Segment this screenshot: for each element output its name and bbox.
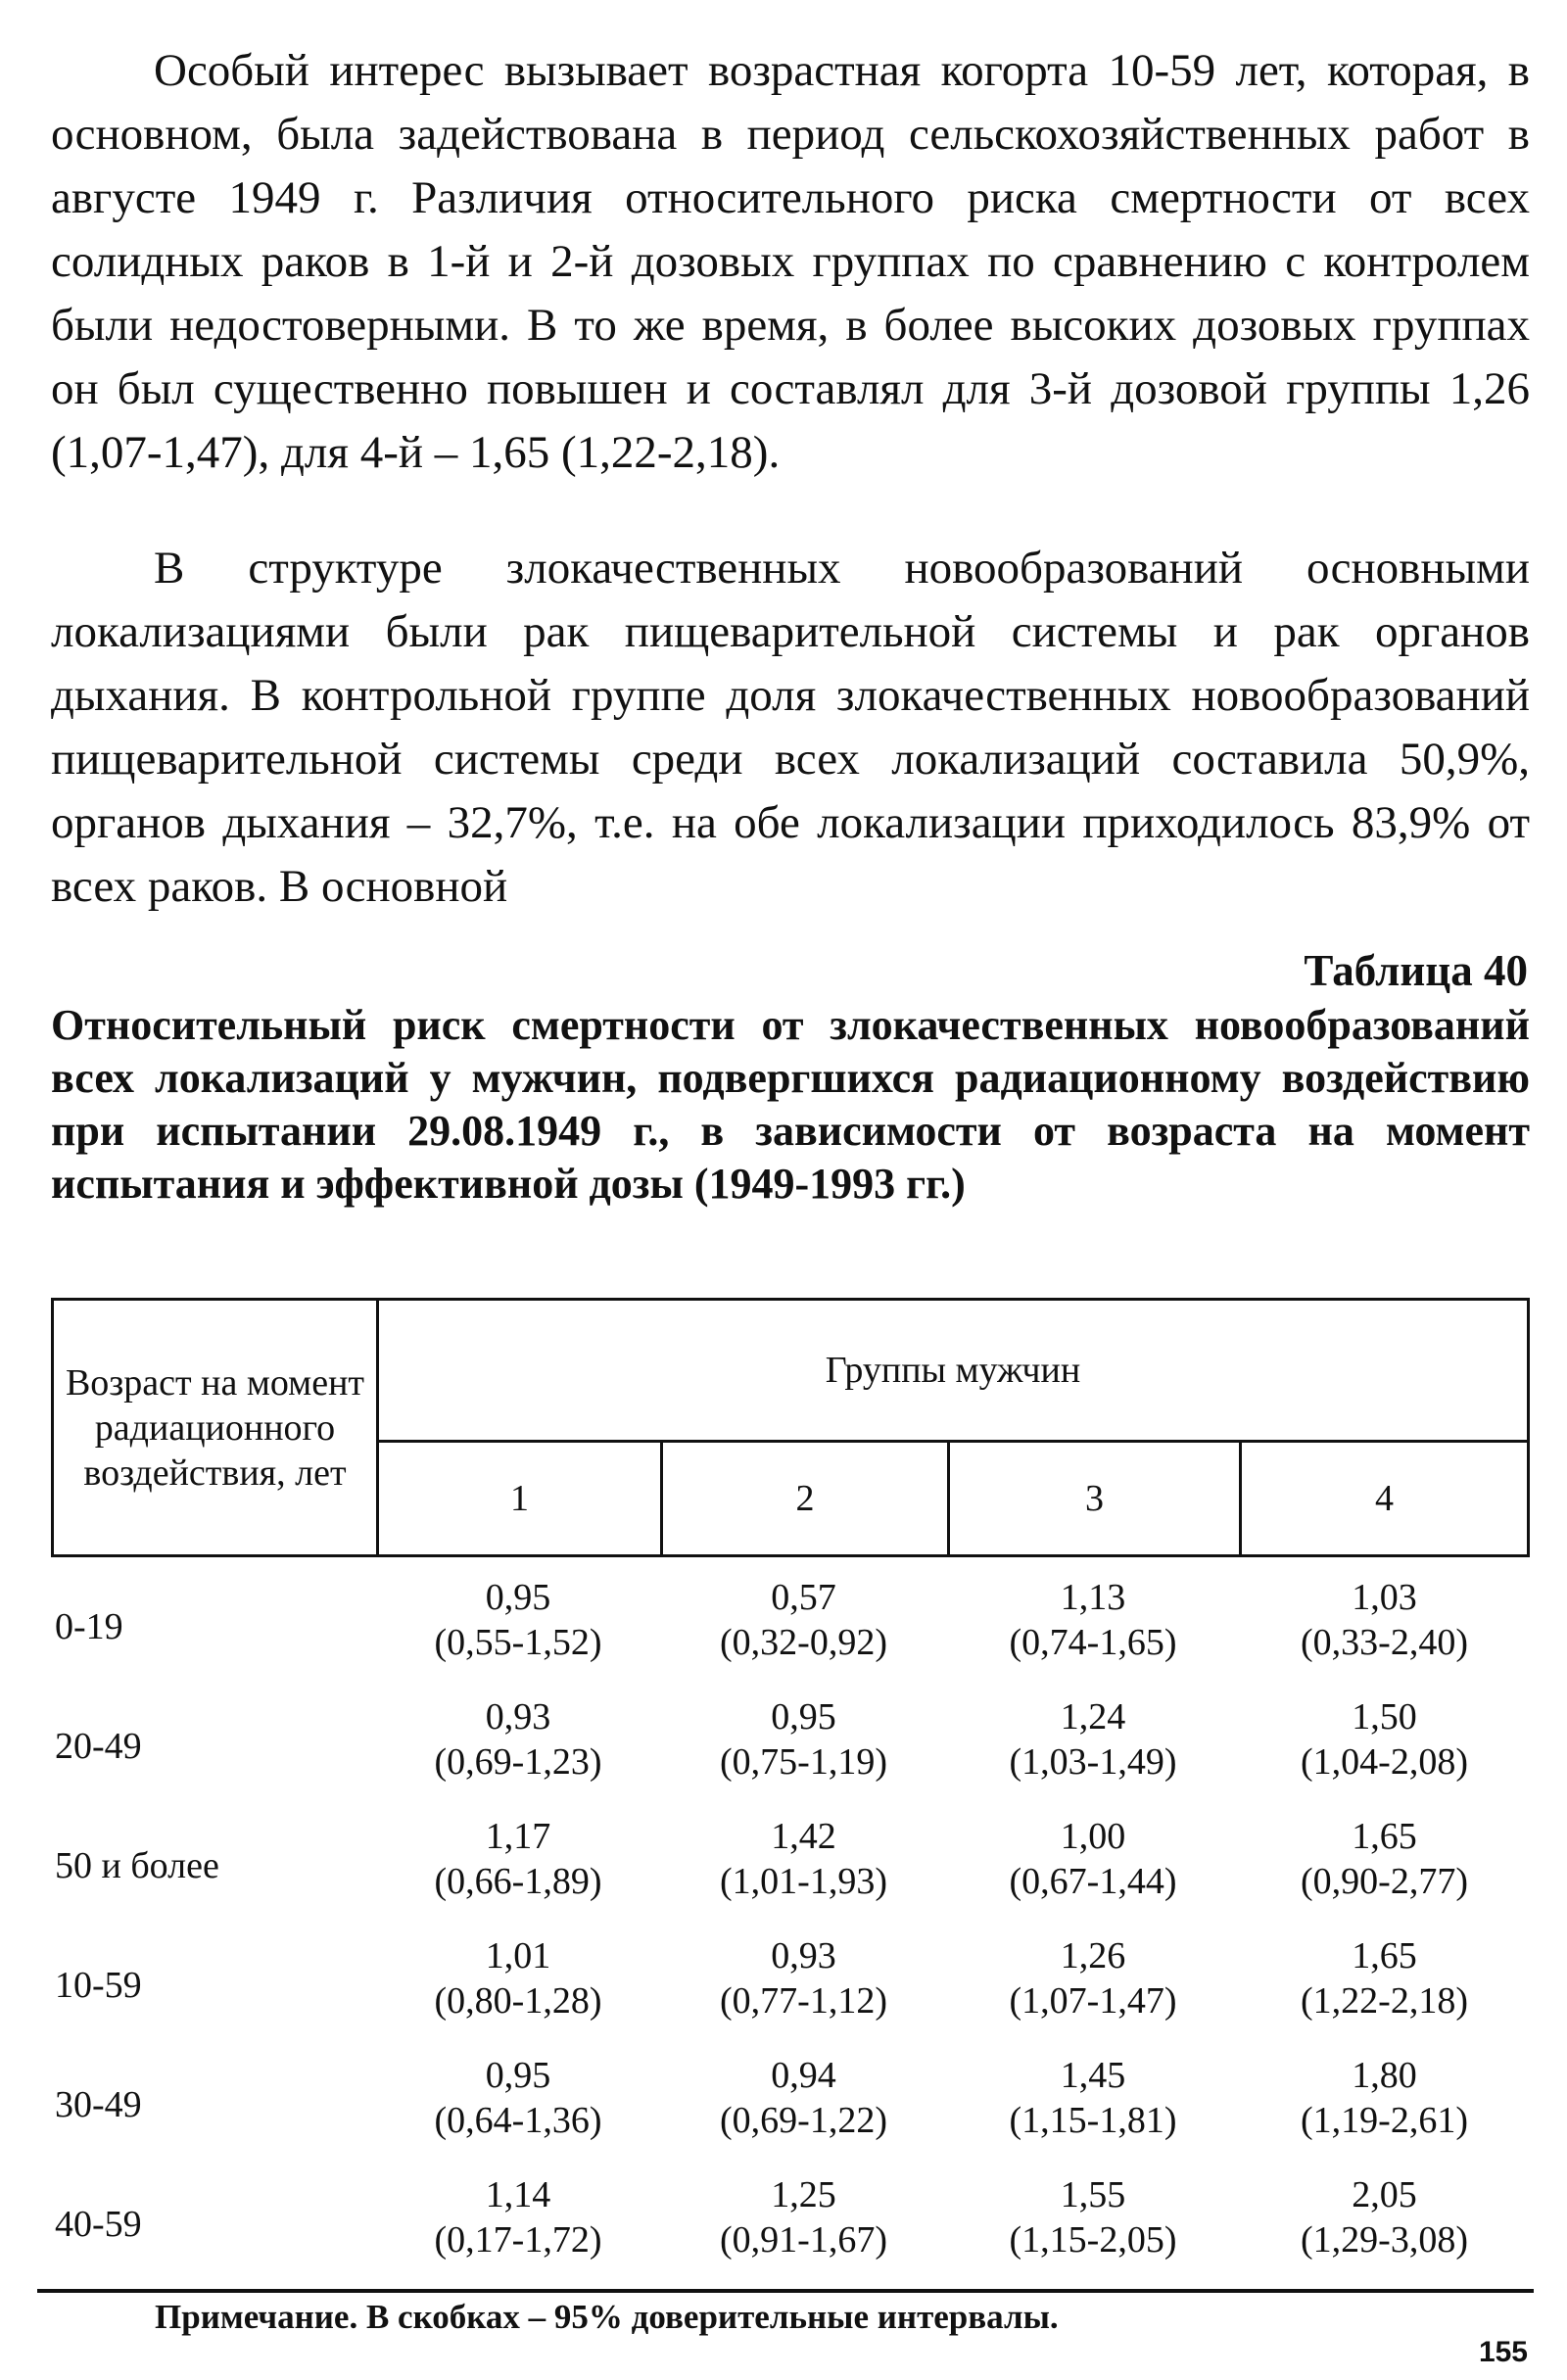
confidence-interval: (0,77-1,12) [720, 1980, 887, 2022]
confidence-interval: (0,17-1,72) [434, 2219, 602, 2261]
confidence-interval: (0,74-1,65) [1009, 1622, 1177, 1663]
confidence-interval: (0,90-2,77) [1301, 1861, 1468, 1902]
paragraph-age-cohort: Особый интерес вызывает возрастная когорта 10-59 лет, которая, в основном, была задействована в период сельскохозяйственных работ в августе 1949 г. Различия относительного риска смертности от всех солидных раков в 1-й и 2-й дозовых группах по сравнению с контролем были недостоверными. В то же время, в более высоких дозовых группах он был существенно повышен и составлял для 3-й дозовой группы 1,26 (1,07-1,47), для 4-й – 1,65 (1,22-2,18). [51, 45, 1530, 478]
table-row [51, 1926, 1530, 2045]
confidence-interval: (1,29-3,08) [1301, 2219, 1468, 2261]
table-cell [947, 1814, 1239, 1904]
table-cell [376, 1933, 660, 2023]
table-cell [660, 2172, 947, 2262]
risk-value: 0,95 [485, 1577, 551, 1618]
confidence-interval: (1,15-2,05) [1009, 2219, 1177, 2261]
table-cell [376, 1694, 660, 1785]
group-number-header: 2 [663, 1443, 950, 1554]
group-column-header: Группы мужчин [379, 1301, 1527, 1443]
risk-value: 0,93 [485, 1696, 551, 1737]
table-cell [947, 2053, 1239, 2143]
table-cell [660, 1575, 947, 1665]
risk-value: 0,95 [485, 2055, 551, 2096]
confidence-interval: (0,69-1,22) [720, 2100, 887, 2141]
table-footnote: Примечание. В скобках – 95% доверительные интервалы. [155, 2298, 1059, 2336]
table-title: Относительный риск смертности от злокачественных новообразований всех локализаций у мужчин, подвергшихся радиационному воздействию при испытании 29.08.1949 г., в зависимости от возраста на момент испытания и эффективной дозы (1949-1993 гг.) [51, 1001, 1530, 1208]
table-cell [376, 1575, 660, 1665]
table-cell [1239, 1814, 1530, 1904]
row-age-label: 20-49 [55, 1726, 142, 1767]
table-row [51, 2045, 1530, 2165]
risk-value: 2,05 [1352, 2174, 1417, 2215]
risk-value: 0,95 [771, 1696, 836, 1737]
row-age-label: 10-59 [55, 1965, 142, 2006]
risk-value: 1,26 [1060, 1935, 1126, 1976]
confidence-interval: (0,32-0,92) [720, 1622, 887, 1663]
risk-value: 1,13 [1060, 1577, 1126, 1618]
table-cell [947, 1694, 1239, 1785]
confidence-interval: (0,80-1,28) [434, 1980, 602, 2022]
table-bottom-rule [37, 2289, 1534, 2293]
table-row [51, 1567, 1530, 1687]
risk-value: 1,65 [1352, 1935, 1417, 1976]
row-age-label: 50 и более [55, 1845, 219, 1886]
confidence-interval: (0,75-1,19) [720, 1741, 887, 1783]
table-cell [1239, 2172, 1530, 2262]
table-header [51, 1298, 1530, 1557]
table-cell [1239, 1694, 1530, 1785]
table-row [51, 2165, 1530, 2284]
confidence-interval: (1,22-2,18) [1301, 1980, 1468, 2022]
confidence-interval: (1,01-1,93) [720, 1861, 887, 1902]
page-number: 155 [1478, 2336, 1528, 2368]
risk-value: 1,55 [1060, 2174, 1126, 2215]
table-cell [660, 1694, 947, 1785]
confidence-interval: (1,03-1,49) [1009, 1741, 1177, 1783]
table-cell [1239, 1933, 1530, 2023]
risk-value: 1,50 [1352, 1696, 1417, 1737]
risk-value: 1,14 [485, 2174, 551, 2215]
table-cell [1239, 1575, 1530, 1665]
risk-value: 1,45 [1060, 2055, 1126, 2096]
confidence-interval: (0,64-1,36) [434, 2100, 602, 2141]
risk-value: 1,65 [1352, 1816, 1417, 1857]
table-cell [947, 1933, 1239, 2023]
table-cell [947, 1575, 1239, 1665]
confidence-interval: (1,15-1,81) [1009, 2100, 1177, 2141]
risk-value: 1,00 [1060, 1816, 1126, 1857]
table-cell [660, 1814, 947, 1904]
confidence-interval: (0,33-2,40) [1301, 1622, 1468, 1663]
confidence-interval: (1,07-1,47) [1009, 1980, 1177, 2022]
table-cell [376, 2053, 660, 2143]
confidence-interval: (1,04-2,08) [1301, 1741, 1468, 1783]
group-number-header: 1 [379, 1443, 663, 1554]
risk-value: 1,17 [485, 1816, 551, 1857]
table-row [51, 1687, 1530, 1806]
risk-value: 1,42 [771, 1816, 836, 1857]
table-cell [376, 2172, 660, 2262]
confidence-interval: (0,67-1,44) [1009, 1861, 1177, 1902]
confidence-interval: (0,55-1,52) [434, 1622, 602, 1663]
risk-value: 1,25 [771, 2174, 836, 2215]
table-cell [1239, 2053, 1530, 2143]
risk-value: 0,94 [771, 2055, 836, 2096]
table-cell [376, 1814, 660, 1904]
risk-value: 0,93 [771, 1935, 836, 1976]
table-body [51, 1567, 1530, 2284]
confidence-interval: (1,19-2,61) [1301, 2100, 1468, 2141]
age-column-header: Возраст на момент радиационного воздействия, лет [54, 1301, 379, 1554]
risk-value: 1,80 [1352, 2055, 1417, 2096]
table-number: Таблица 40 [1304, 946, 1528, 995]
paragraph-cancer-structure: В структуре злокачественных новообразований основными локализациями были рак пищеварительной системы и рак органов дыхания. В контрольной группе доля злокачественных новообразований пищеварительной системы среди всех локализаций составила 50,9%, органов дыхания – 32,7%, т.е. на обе локализации приходилось 83,9% от всех раков. В основной [51, 543, 1530, 912]
row-age-label: 0-19 [55, 1606, 123, 1647]
table-cell [660, 2053, 947, 2143]
group-number-header: 3 [950, 1443, 1242, 1554]
group-number-header: 4 [1375, 1478, 1394, 1519]
table-cell [947, 2172, 1239, 2262]
confidence-interval: (0,69-1,23) [434, 1741, 602, 1783]
risk-value: 1,03 [1352, 1577, 1417, 1618]
table-cell [660, 1933, 947, 2023]
risk-value: 1,24 [1060, 1696, 1126, 1737]
table-row [51, 1806, 1530, 1926]
confidence-interval: (0,91-1,67) [720, 2219, 887, 2261]
row-age-label: 40-59 [55, 2204, 142, 2245]
risk-value: 0,57 [771, 1577, 836, 1618]
risk-value: 1,01 [485, 1935, 551, 1976]
confidence-interval: (0,66-1,89) [434, 1861, 602, 1902]
row-age-label: 30-49 [55, 2084, 142, 2125]
